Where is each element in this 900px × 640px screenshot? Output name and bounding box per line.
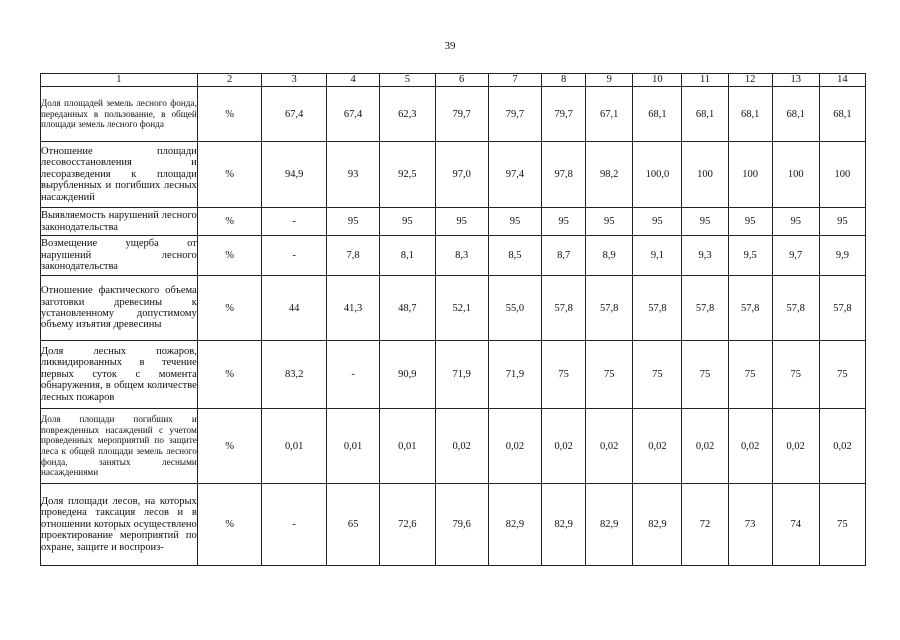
value-cell: 7,8 (326, 236, 379, 276)
value-cell: 9,3 (682, 236, 728, 276)
value-cell: 9,7 (772, 236, 819, 276)
value-cell: 95 (380, 208, 435, 236)
value-cell: 95 (542, 208, 586, 236)
value-cell: 95 (488, 208, 541, 236)
unit-cell: % (197, 409, 262, 484)
header-cell: 14 (819, 74, 865, 87)
indicator-label: Доля площади лесов, на которых проведена таксация лесов и в отношении которых осуществлено проектирование мероприятий по охране, защите и воспроиз- (41, 484, 198, 566)
value-cell: 68,1 (772, 87, 819, 142)
value-cell: 48,7 (380, 276, 435, 341)
value-cell: 0,02 (819, 409, 865, 484)
table-row (41, 484, 866, 566)
header-cell: 7 (488, 74, 541, 87)
header-cell: 3 (262, 74, 327, 87)
indicators-table (40, 73, 866, 566)
value-cell: 82,9 (633, 484, 682, 566)
value-cell: 57,8 (819, 276, 865, 341)
unit-cell: % (197, 341, 262, 409)
value-cell: 62,3 (380, 87, 435, 142)
value-cell: - (262, 484, 327, 566)
value-cell: 8,3 (435, 236, 488, 276)
value-cell: 0,01 (380, 409, 435, 484)
value-cell: 95 (633, 208, 682, 236)
unit-cell: % (197, 87, 262, 142)
value-cell: 82,9 (586, 484, 633, 566)
header-cell: 4 (326, 74, 379, 87)
value-cell: 95 (772, 208, 819, 236)
header-cell: 8 (542, 74, 586, 87)
value-cell: 9,1 (633, 236, 682, 276)
indicator-label: Выявляемость нарушений лесного законодательства (41, 208, 198, 236)
value-cell: 68,1 (728, 87, 772, 142)
value-cell: 92,5 (380, 142, 435, 208)
value-cell: 57,8 (772, 276, 819, 341)
value-cell: 72 (682, 484, 728, 566)
table-header-row (41, 74, 866, 87)
value-cell: 97,4 (488, 142, 541, 208)
value-cell: 41,3 (326, 276, 379, 341)
header-cell: 10 (633, 74, 682, 87)
value-cell: 0,02 (586, 409, 633, 484)
value-cell: 0,02 (488, 409, 541, 484)
value-cell: 52,1 (435, 276, 488, 341)
value-cell: 75 (586, 341, 633, 409)
header-cell: 9 (586, 74, 633, 87)
unit-cell: % (197, 208, 262, 236)
indicator-label: Отношение площади лесовосстановления и лесоразведения к площади вырубленных и погибших лесных насаждений (41, 142, 198, 208)
value-cell: 75 (819, 341, 865, 409)
value-cell: 57,8 (586, 276, 633, 341)
value-cell: 57,8 (728, 276, 772, 341)
value-cell: 55,0 (488, 276, 541, 341)
value-cell: - (326, 341, 379, 409)
header-cell: 2 (197, 74, 262, 87)
value-cell: 0,02 (633, 409, 682, 484)
value-cell: 67,1 (586, 87, 633, 142)
table-row (41, 276, 866, 341)
value-cell: 79,6 (435, 484, 488, 566)
value-cell: 95 (819, 208, 865, 236)
value-cell: 95 (728, 208, 772, 236)
value-cell: 95 (586, 208, 633, 236)
value-cell: 100 (772, 142, 819, 208)
unit-cell: % (197, 484, 262, 566)
value-cell: 68,1 (682, 87, 728, 142)
header-cell: 6 (435, 74, 488, 87)
table-row (41, 142, 866, 208)
table-row (41, 87, 866, 142)
value-cell: 8,5 (488, 236, 541, 276)
value-cell: 8,7 (542, 236, 586, 276)
value-cell: 8,1 (380, 236, 435, 276)
value-cell: 95 (326, 208, 379, 236)
header-cell: 13 (772, 74, 819, 87)
value-cell: 0,01 (326, 409, 379, 484)
value-cell: 9,9 (819, 236, 865, 276)
value-cell: 57,8 (542, 276, 586, 341)
value-cell: 0,02 (682, 409, 728, 484)
header-cell: 11 (682, 74, 728, 87)
value-cell: 57,8 (682, 276, 728, 341)
value-cell: 75 (819, 484, 865, 566)
value-cell: 100 (682, 142, 728, 208)
value-cell: 73 (728, 484, 772, 566)
indicator-label: Отношение фактического объема заготовки древесины к установленному допустимому объему изъятия древесины (41, 276, 198, 341)
value-cell: 75 (633, 341, 682, 409)
value-cell: 95 (682, 208, 728, 236)
value-cell: 97,0 (435, 142, 488, 208)
header-cell: 1 (41, 74, 198, 87)
value-cell: 75 (542, 341, 586, 409)
value-cell: 93 (326, 142, 379, 208)
unit-cell: % (197, 142, 262, 208)
value-cell: 0,02 (542, 409, 586, 484)
value-cell: 8,9 (586, 236, 633, 276)
value-cell: 65 (326, 484, 379, 566)
value-cell: 0,02 (772, 409, 819, 484)
value-cell: 98,2 (586, 142, 633, 208)
value-cell: 79,7 (542, 87, 586, 142)
value-cell: 71,9 (435, 341, 488, 409)
table-row (41, 409, 866, 484)
value-cell: 57,8 (633, 276, 682, 341)
value-cell: 82,9 (488, 484, 541, 566)
value-cell: 0,02 (435, 409, 488, 484)
value-cell: 74 (772, 484, 819, 566)
unit-cell: % (197, 276, 262, 341)
value-cell: 97,8 (542, 142, 586, 208)
value-cell: 100,0 (633, 142, 682, 208)
table-row (41, 341, 866, 409)
value-cell: 94,9 (262, 142, 327, 208)
table-row (41, 208, 866, 236)
value-cell: 83,2 (262, 341, 327, 409)
value-cell: 67,4 (262, 87, 327, 142)
table-row (41, 236, 866, 276)
header-cell: 12 (728, 74, 772, 87)
value-cell: 72,6 (380, 484, 435, 566)
value-cell: 90,9 (380, 341, 435, 409)
value-cell: 75 (682, 341, 728, 409)
value-cell: - (262, 236, 327, 276)
page-number: 39 (444, 40, 456, 52)
value-cell: 0,01 (262, 409, 327, 484)
value-cell: 75 (772, 341, 819, 409)
value-cell: 68,1 (633, 87, 682, 142)
value-cell: 71,9 (488, 341, 541, 409)
value-cell: 68,1 (819, 87, 865, 142)
value-cell: 75 (728, 341, 772, 409)
value-cell: 44 (262, 276, 327, 341)
indicator-label: Доля лесных пожаров, ликвидированных в течение первых суток с момента обнаружения, в общем количестве лесных пожаров (41, 341, 198, 409)
indicator-label: Возмещение ущерба от нарушений лесного законодательства (41, 236, 198, 276)
value-cell: 67,4 (326, 87, 379, 142)
value-cell: 79,7 (435, 87, 488, 142)
value-cell: 100 (728, 142, 772, 208)
unit-cell: % (197, 236, 262, 276)
value-cell: 79,7 (488, 87, 541, 142)
value-cell: - (262, 208, 327, 236)
value-cell: 9,5 (728, 236, 772, 276)
indicator-label: Доля площадей земель лесного фонда, переданных в пользование, в общей площади земель лесного фонда (41, 87, 198, 142)
header-cell: 5 (380, 74, 435, 87)
value-cell: 82,9 (542, 484, 586, 566)
indicator-label: Доля площади погибших и поврежденных насаждений с учетом проведенных мероприятий по защите леса к общей площади земель лесного фонда, занятых лесными насаждениями (41, 409, 198, 484)
value-cell: 95 (435, 208, 488, 236)
value-cell: 0,02 (728, 409, 772, 484)
value-cell: 100 (819, 142, 865, 208)
